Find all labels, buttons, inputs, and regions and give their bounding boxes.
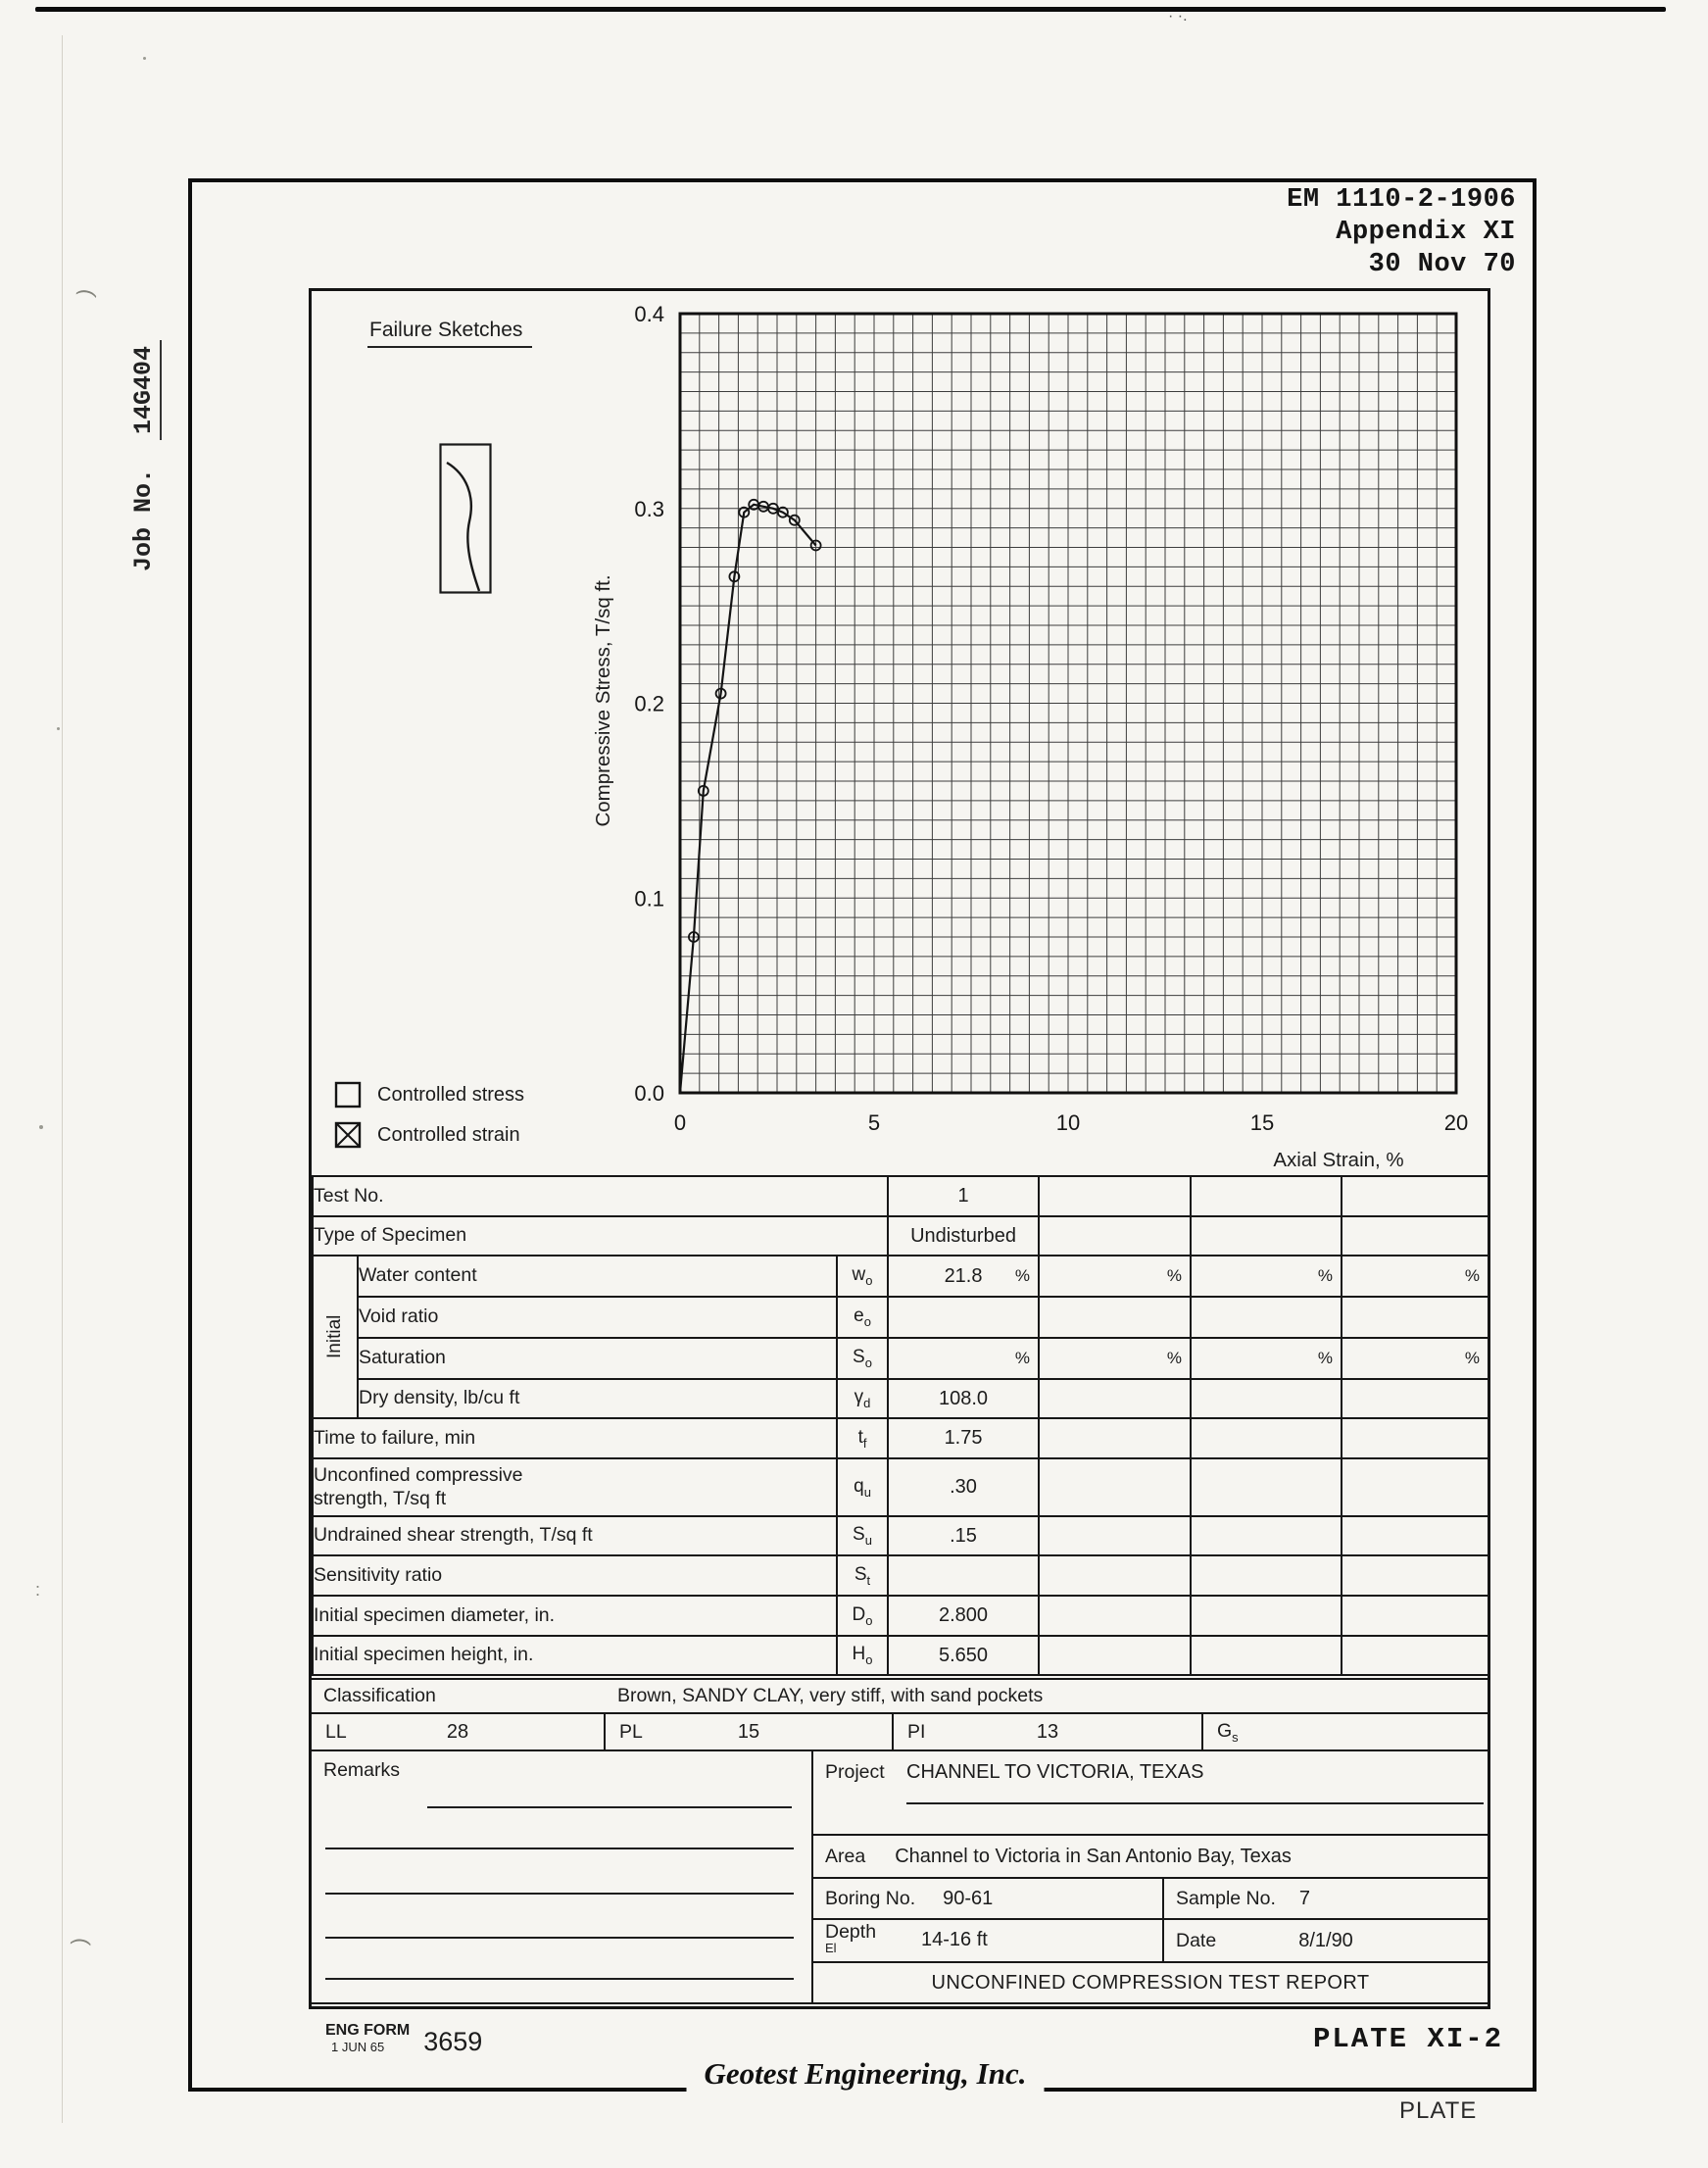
project-row	[813, 1751, 1488, 1836]
svg-text:5: 5	[867, 1110, 881, 1135]
boring-sample-row	[813, 1879, 1488, 1920]
value-cell	[1039, 1458, 1191, 1516]
value-cell	[1191, 1256, 1342, 1297]
elevation-label: El	[825, 1941, 837, 1956]
project-info-column	[813, 1751, 1488, 2002]
row-label: Water content	[358, 1256, 837, 1297]
svg-text:15: 15	[1249, 1110, 1275, 1135]
chart-legend	[334, 1081, 524, 1161]
row-label: Dry density, lb/cu ft	[358, 1379, 837, 1418]
sample-cell	[1164, 1879, 1488, 1918]
remarks-cell	[312, 1751, 813, 2002]
value-cell: .15	[888, 1516, 1039, 1555]
area-value: Channel to Victoria in San Antonio Bay, Texas	[895, 1845, 1292, 1867]
value-cell	[1342, 1596, 1488, 1636]
svg-text:0.1: 0.1	[634, 886, 664, 912]
area-label: Area	[825, 1845, 866, 1867]
date-value: 8/1/90	[1298, 1929, 1353, 1951]
row-label: Initial specimen height, in.	[313, 1636, 837, 1675]
value-cell: .30	[888, 1458, 1039, 1516]
failure-sketch	[439, 443, 492, 599]
scan-speck	[39, 1125, 43, 1129]
chart-plot-area	[582, 304, 1474, 1147]
svg-text:0.4: 0.4	[634, 304, 664, 326]
value-cell	[1191, 1338, 1342, 1379]
depth-label: Depth	[825, 1921, 877, 1943]
depth-date-row	[813, 1920, 1488, 1963]
value-cell	[1342, 1555, 1488, 1596]
empty-square-icon	[334, 1081, 362, 1109]
symbol-cell: $q_u$	[837, 1458, 888, 1516]
value-cell	[1191, 1176, 1342, 1216]
test-report-form	[309, 288, 1490, 2009]
percent-sign: %	[1464, 1266, 1481, 1285]
table-row	[313, 1297, 1488, 1338]
x-square-icon	[334, 1121, 362, 1149]
svg-text:0: 0	[673, 1110, 687, 1135]
date-label: Date	[1176, 1929, 1217, 1951]
company-name: Geotest Engineering, Inc.	[687, 2056, 1045, 2092]
area-row	[813, 1836, 1488, 1879]
value-cell	[1191, 1555, 1342, 1596]
value-cell	[1191, 1216, 1342, 1256]
symbol-cell: $H_o$	[837, 1636, 888, 1675]
value-cell	[1342, 1516, 1488, 1555]
value-cell	[1191, 1379, 1342, 1418]
classification-section	[312, 1678, 1488, 2004]
row-label: Saturation	[358, 1338, 837, 1379]
value-cell	[1342, 1379, 1488, 1418]
y-axis-title: Compressive Stress, T/sq ft.	[592, 574, 614, 827]
value-cell	[1342, 1297, 1488, 1338]
doc-appendix: Appendix XI	[1336, 218, 1516, 247]
value-cell	[1039, 1516, 1191, 1555]
table-row	[313, 1596, 1488, 1636]
row-label: Undrained shear strength, T/sq ft	[313, 1516, 837, 1555]
form-number: 3659	[423, 2027, 483, 2056]
sample-label: Sample No.	[1176, 1887, 1276, 1909]
test-results-table	[312, 1175, 1489, 1676]
symbol-cell: $t_f$	[837, 1418, 888, 1458]
scan-mark: (	[75, 287, 102, 299]
remarks-line	[325, 1937, 794, 1939]
row-label: Void ratio	[358, 1297, 837, 1338]
row-label: Sensitivity ratio	[313, 1555, 837, 1596]
value-cell	[1039, 1418, 1191, 1458]
classification-row	[312, 1680, 1488, 1714]
x-axis-title: Axial Strain, %	[1273, 1149, 1404, 1171]
scan-speck	[57, 727, 60, 730]
atterberg-row	[312, 1714, 1488, 1751]
project-value: CHANNEL TO VICTORIA, TEXAS	[906, 1761, 1204, 1783]
value-cell: 108.0	[888, 1379, 1039, 1418]
pi-cell: PI 13	[894, 1714, 1203, 1749]
value-cell	[1039, 1176, 1191, 1216]
failure-sketches-label: Failure Sketches	[367, 319, 532, 348]
ll-cell: LL 28	[312, 1714, 606, 1749]
row-label: Test No.	[313, 1176, 888, 1216]
symbol-cell: $D_o$	[837, 1596, 888, 1636]
project-underline	[906, 1802, 1484, 1804]
value-cell: 2.800	[888, 1596, 1039, 1636]
classification-label: Classification	[323, 1685, 436, 1706]
percent-sign: %	[1464, 1349, 1481, 1367]
value-cell	[1191, 1596, 1342, 1636]
value-cell	[1039, 1338, 1191, 1379]
value-cell	[1191, 1636, 1342, 1675]
pl-cell: PL 15	[606, 1714, 894, 1749]
eng-form-date: 1 JUN 65	[331, 2040, 385, 2054]
scan-fold-line	[62, 35, 63, 2123]
percent-sign: %	[1317, 1349, 1334, 1367]
date-cell	[1164, 1920, 1488, 1961]
percent-sign: %	[1014, 1349, 1031, 1367]
doc-date: 30 Nov 70	[1368, 250, 1516, 279]
value-cell	[888, 1555, 1039, 1596]
boring-cell	[813, 1879, 1164, 1918]
value-cell	[1039, 1379, 1191, 1418]
row-label: Type of Specimen	[313, 1216, 888, 1256]
row-label: Unconfined compressive strength, T/sq ft	[313, 1458, 837, 1516]
legend-label: Controlled stress	[377, 1083, 525, 1106]
value-cell	[1342, 1176, 1488, 1216]
table-row	[313, 1458, 1488, 1516]
svg-text:20: 20	[1443, 1110, 1469, 1135]
svg-text:10: 10	[1055, 1110, 1081, 1135]
value-cell	[1342, 1418, 1488, 1458]
value-cell	[888, 1297, 1039, 1338]
table-row	[313, 1379, 1488, 1418]
value-cell	[1039, 1216, 1191, 1256]
table-row	[313, 1216, 1488, 1256]
remarks-line	[325, 1978, 794, 1980]
top-border-line	[35, 7, 1666, 12]
stress-strain-chart	[582, 304, 1474, 1171]
job-number-label: Job No.	[129, 468, 158, 572]
report-title: UNCONFINED COMPRESSION TEST REPORT	[931, 1971, 1370, 1994]
legend-label: Controlled strain	[377, 1123, 520, 1146]
value-cell	[1191, 1458, 1342, 1516]
value-cell	[1342, 1216, 1488, 1256]
value-cell	[1191, 1516, 1342, 1555]
value-cell: 5.650	[888, 1636, 1039, 1675]
initial-group-cell	[313, 1256, 358, 1418]
value-cell	[1191, 1297, 1342, 1338]
remarks-line	[325, 1848, 794, 1849]
plate-caption: PLATE	[1399, 2097, 1478, 2124]
svg-text:0.2: 0.2	[634, 691, 664, 716]
plate-number: PLATE XI-2	[1313, 2023, 1504, 2055]
value-cell	[1039, 1555, 1191, 1596]
failure-sketch-drawing	[439, 443, 492, 594]
table-row	[313, 1636, 1488, 1675]
percent-sign: %	[1166, 1266, 1183, 1285]
row-label: Time to failure, min	[313, 1418, 837, 1458]
scan-mark: · ·.	[1168, 8, 1188, 25]
percent-sign: %	[1317, 1266, 1334, 1285]
eng-form-block	[325, 2023, 482, 2057]
initial-group-label: Initial	[324, 1314, 345, 1358]
depth-cell	[813, 1920, 1164, 1961]
percent-sign: %	[1014, 1266, 1031, 1285]
remarks-line	[427, 1806, 792, 1808]
table-row	[313, 1555, 1488, 1596]
symbol-cell: $\gamma_d$	[837, 1379, 888, 1418]
remarks-label: Remarks	[323, 1759, 401, 1781]
value-cell	[1342, 1458, 1488, 1516]
sample-value: 7	[1298, 1887, 1311, 1909]
value-cell	[1342, 1338, 1488, 1379]
value-cell	[1342, 1256, 1488, 1297]
classification-value: Brown, SANDY CLAY, very stiff, with sand pockets	[617, 1685, 1044, 1706]
value-cell	[1039, 1596, 1191, 1636]
eng-form-label: ENG FORM	[325, 2022, 411, 2039]
legend-controlled-strain	[334, 1121, 524, 1149]
value-cell	[1039, 1297, 1191, 1338]
table-row	[313, 1516, 1488, 1555]
table-row	[313, 1338, 1488, 1379]
table-row	[313, 1418, 1488, 1458]
scan-speck	[143, 57, 146, 60]
boring-value: 90-61	[943, 1887, 994, 1909]
symbol-cell: $S_u$	[837, 1516, 888, 1555]
boring-label: Boring No.	[825, 1887, 916, 1909]
row-label: Initial specimen diameter, in.	[313, 1596, 837, 1636]
symbol-cell: $w_o$	[837, 1256, 888, 1297]
value-cell: 1.75	[888, 1418, 1039, 1458]
value-cell	[1039, 1256, 1191, 1297]
value-cell	[1039, 1636, 1191, 1675]
table-row	[313, 1256, 1488, 1297]
job-number-margin	[129, 319, 159, 593]
depth-value: 14-16 ft	[921, 1929, 988, 1950]
remarks-project-block	[312, 1751, 1488, 2002]
scan-mark: :	[35, 1580, 41, 1600]
svg-text:0.0: 0.0	[634, 1081, 664, 1106]
symbol-cell: $S_o$	[837, 1338, 888, 1379]
percent-sign: %	[1166, 1349, 1183, 1367]
remarks-line	[325, 1893, 794, 1895]
value-cell	[1191, 1418, 1342, 1458]
svg-text:0.3: 0.3	[634, 496, 664, 521]
symbol-cell: $e_o$	[837, 1297, 888, 1338]
value-cell: Undisturbed	[888, 1216, 1039, 1256]
symbol-cell: $S_t$	[837, 1555, 888, 1596]
value-cell: 1	[888, 1176, 1039, 1216]
project-label: Project	[825, 1761, 885, 1783]
value-cell	[888, 1338, 1039, 1379]
table-row	[313, 1176, 1488, 1216]
gs-cell: $G_s$	[1217, 1719, 1239, 1745]
job-number-value: 14G404	[129, 340, 162, 440]
legend-controlled-stress	[334, 1081, 524, 1109]
scan-mark: (	[70, 1937, 95, 1946]
value-cell: 21.8 %	[888, 1256, 1039, 1297]
value-cell	[1342, 1636, 1488, 1675]
doc-reference: EM 1110-2-1906	[1287, 185, 1516, 215]
